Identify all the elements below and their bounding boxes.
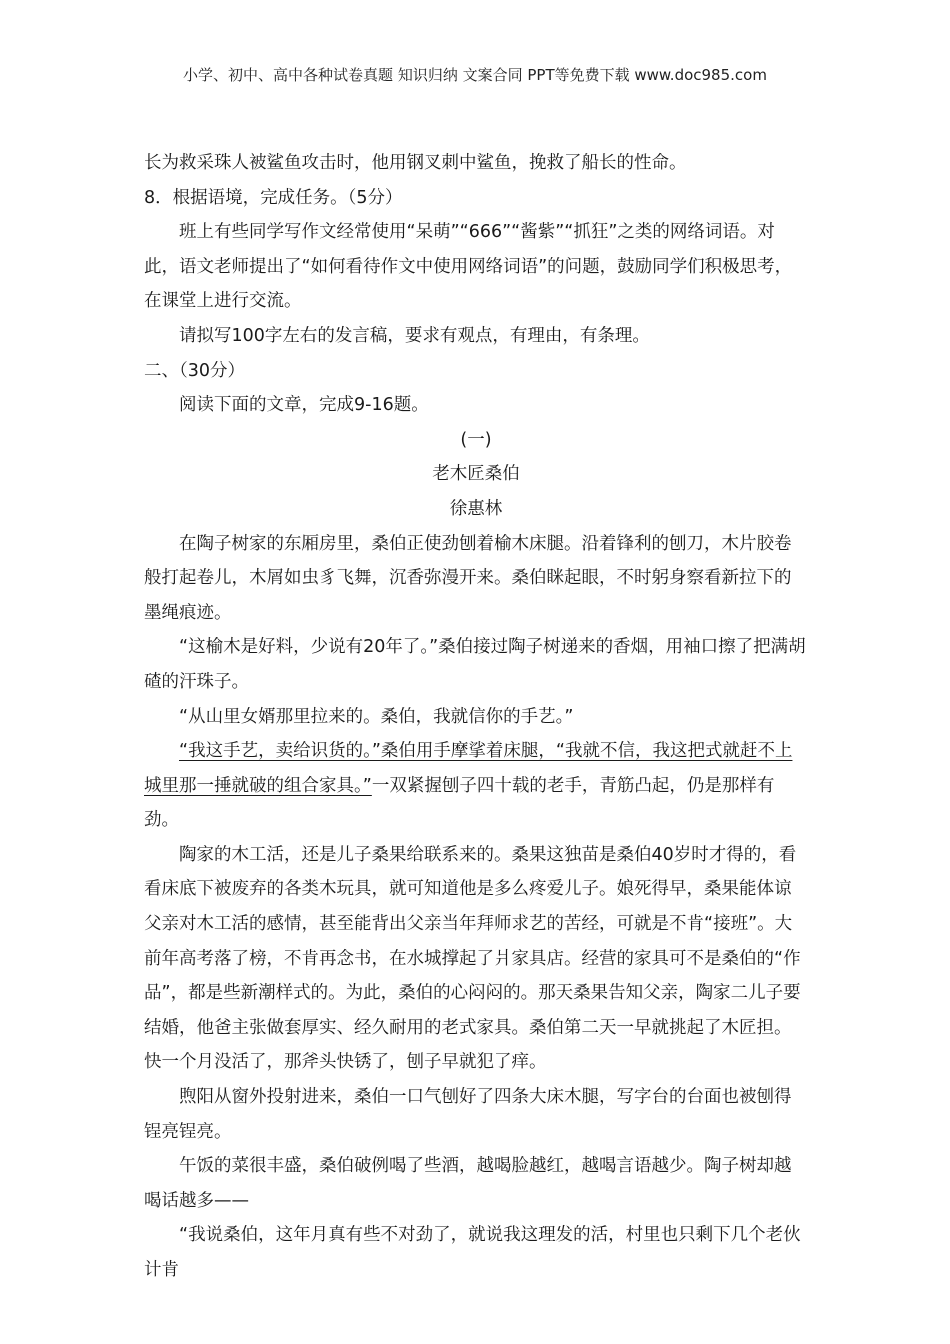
part-label: (一) xyxy=(460,429,492,450)
story-paragraph-3: “从山里女婿那里拉来的。桑伯，我就信你的手艺。” xyxy=(179,706,574,727)
page-header: 小学、初中、高中各种试卷真题 知识归纳 文案合同 PPT等免费下载 www.doc985.com xyxy=(183,66,767,84)
story-paragraph-8: “我说桑伯，这年月真有些不对劲了，就说我这理发的活，村里也只剩下几个老伙计肯 xyxy=(144,1225,801,1280)
paragraph: 长为救采珠人被鲨鱼攻击时，他用钢叉刺中鲨鱼，挽救了船长的性命。 xyxy=(144,153,687,173)
story-paragraph-2: “这榆木是好料，少说有20年了。”桑伯接过陶子树递来的香烟，用袖口擦了把满胡碴的汗珠子。 xyxy=(144,637,806,692)
reading-instruction: 阅读下面的文章，完成9-16题。 xyxy=(179,395,429,416)
article-author: 徐惠林 xyxy=(449,498,503,519)
story-paragraph-7: 午饭的菜很丰盛，桑伯破例喝了些酒，越喝脸越红，越喝言语越少。陶子树却越喝话越多—— xyxy=(144,1156,792,1211)
story-paragraph-5: 陶家的木工活，还是儿子桑果给联系来的。桑果这独苗是桑伯40岁时才得的，看看床底下被废弃的各类木玩具，就可知道他是多么疼爱儿子。娘死得早，桑果能体谅父亲对木工活的感情，甚至能背出父亲当年拜师求艺的苦经，可就是不肯“接班”。大前年高考落了榜，不肯再念书，在水城撑起了爿家具店。经营的家具可不是桑伯的“作品”，都是些新潮样式的。为此，桑伯的心闷闷的。那天桑果告知父亲，陶家二儿子要结婚，他爸主张做套厚实、经久耐用的老式家具。桑伯第二天一早就挑起了木匠担。快一个月没活了，那斧头快锈了，刨子早就犯了痒。 xyxy=(144,844,801,1073)
story-paragraph-1: 在陶子树家的东厢房里，桑伯正使劲刨着榆木床腿。沿着锋利的刨刀，木片胶卷般打起卷儿，木屑如虫豸飞舞，沉香弥漫开来。桑伯眯起眼，不时躬身察看新拉下的墨绳痕迹。 xyxy=(144,533,792,623)
underlined-sentence: “我这手艺，卖给识货的。”桑伯用手摩挲着床腿，“我就不信，我这把式就赶不上城里那一捶就破的组合家具。” xyxy=(144,741,793,796)
document-body xyxy=(144,146,808,1288)
question-8-requirement: 请拟写100字左右的发言稿，要求有观点，有理由，有条理。 xyxy=(179,325,650,346)
story-paragraph-6: 煦阳从窗外投射进来，桑伯一口气刨好了四条大床木腿，写字台的台面也被刨得锃亮锃亮。 xyxy=(144,1087,792,1142)
story-paragraph-4 xyxy=(144,734,808,838)
question-8-context: 班上有些同学写作文经常使用“呆萌”“666”“酱紫”“抓狂”之类的网络词语。对此，语文老师提出了“如何看待作文中使用网络词语”的问题，鼓励同学们积极思考，在课堂上进行交流。 xyxy=(144,222,793,312)
section-2-heading: 二、（30分） xyxy=(144,360,246,381)
article-title: 老木匠桑伯 xyxy=(432,464,520,485)
question-8-heading: 8．根据语境，完成任务。（5分） xyxy=(144,187,403,208)
story-paragraph-4-rest: 一双紧握刨子四十载的老手，青筋凸起，仍是那样有劲。 xyxy=(144,775,775,831)
